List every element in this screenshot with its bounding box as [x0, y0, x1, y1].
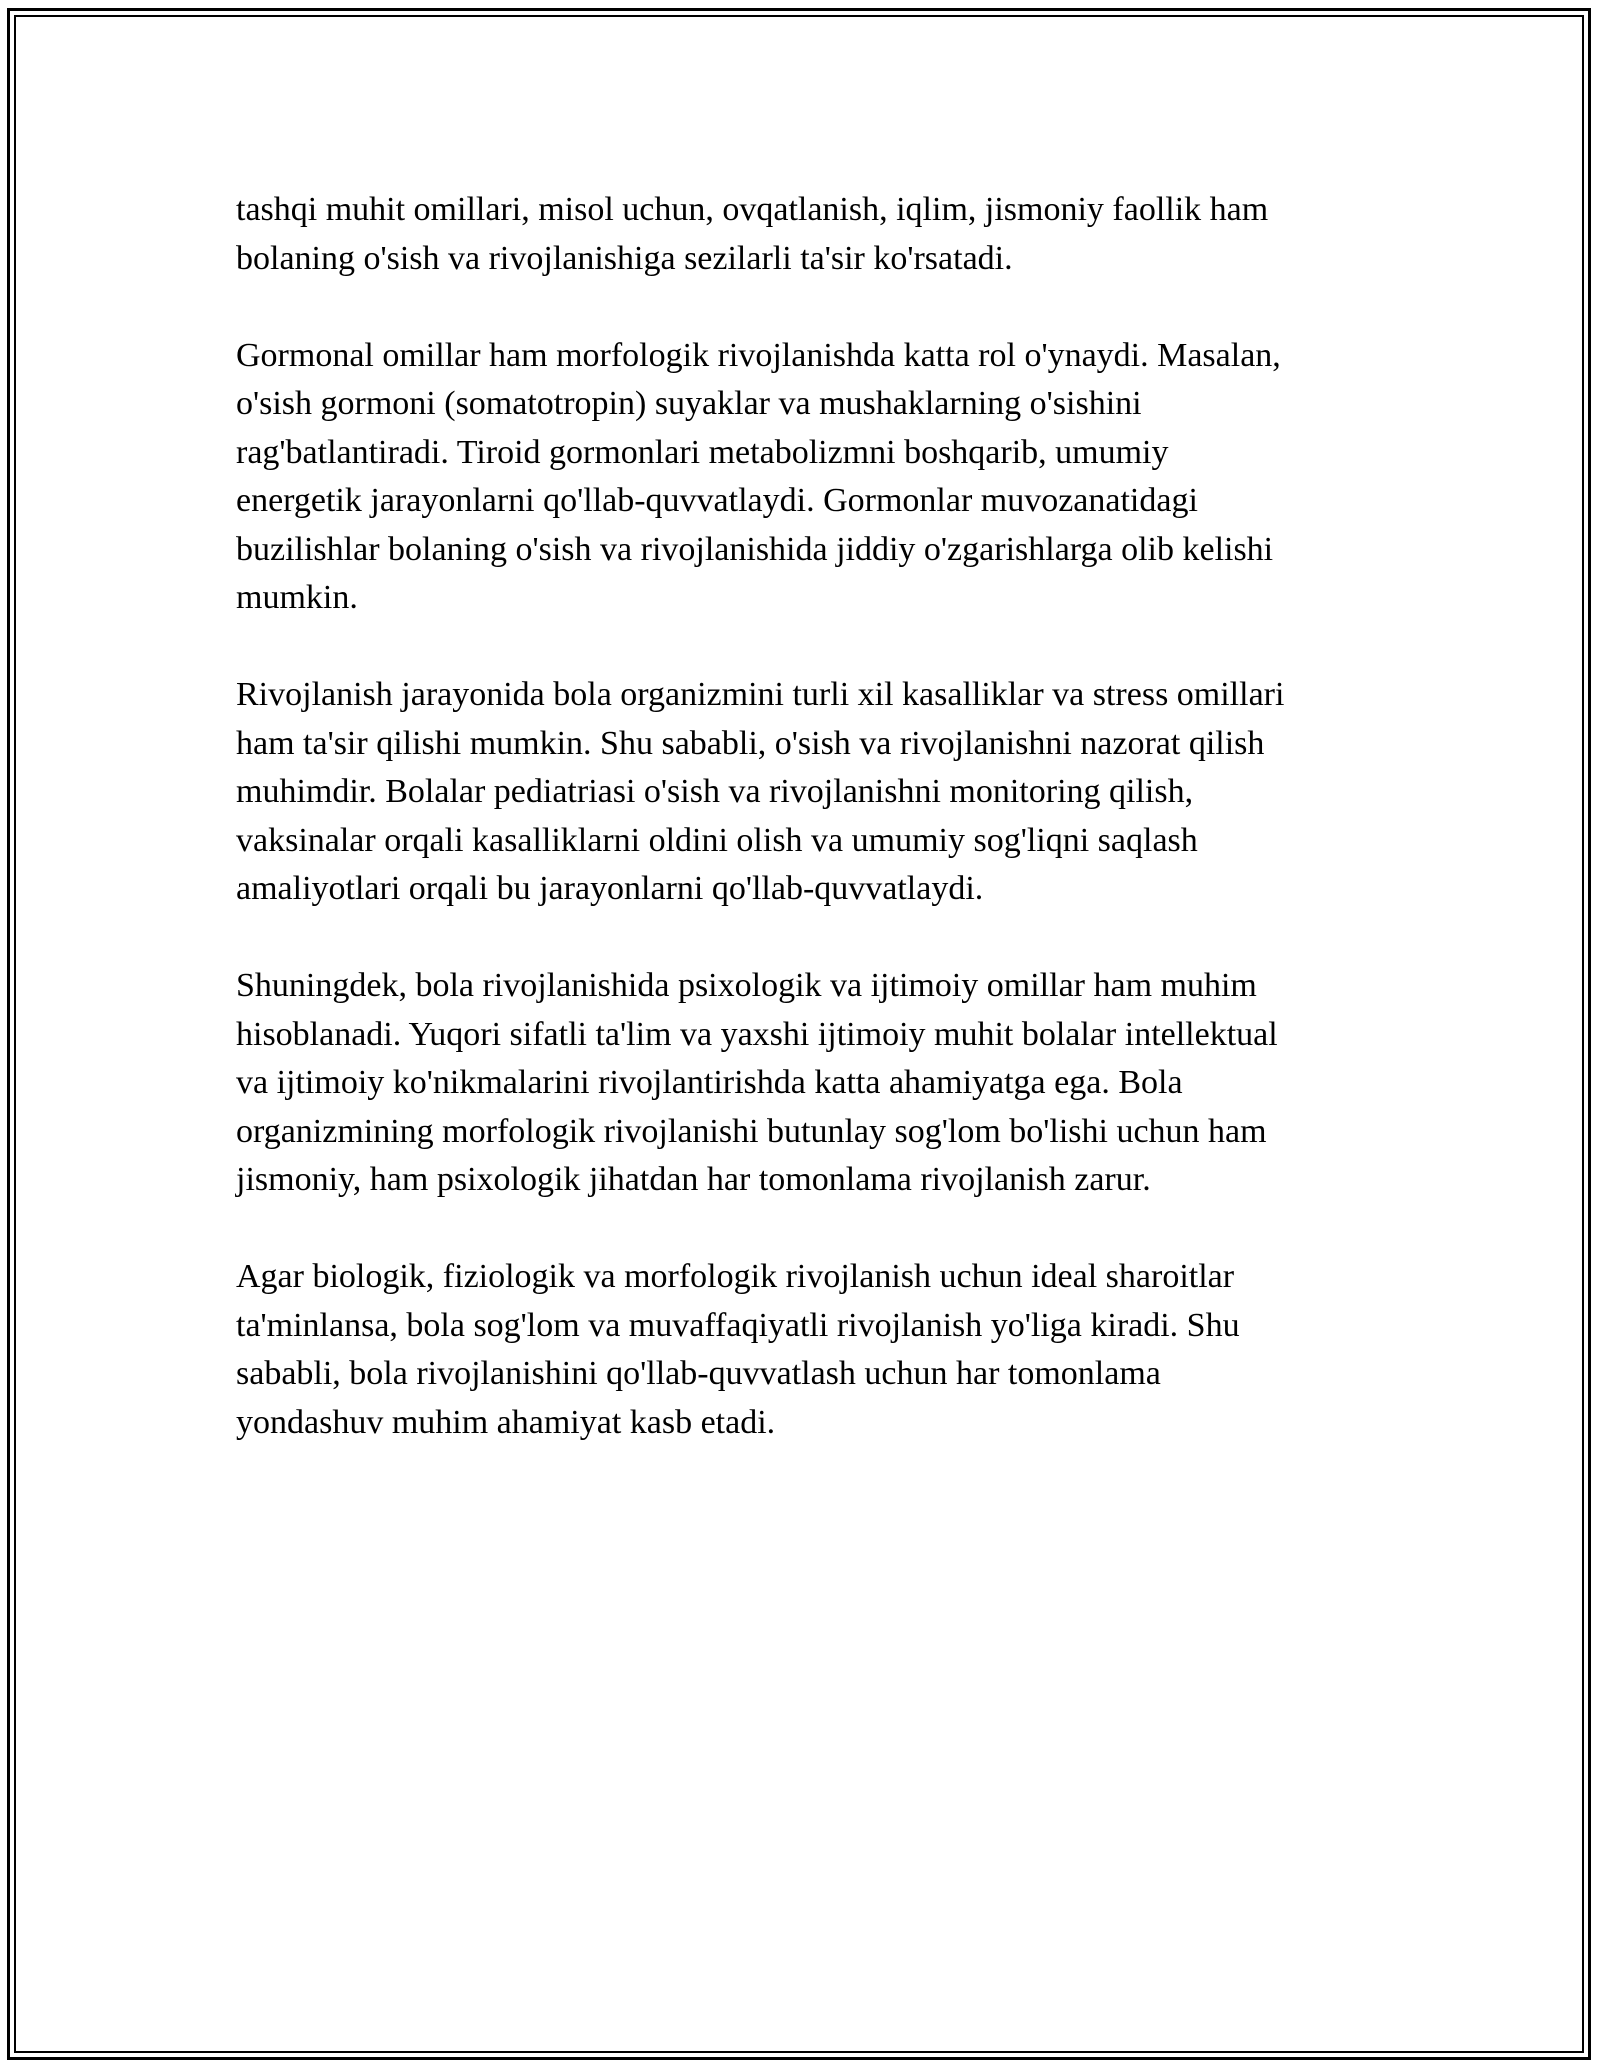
document-body	[236, 186, 1376, 1496]
paragraph: Agar biologik, fiziologik va morfologik rivojlanish uchun ideal sharoitlar ta'minlansa, bola sog'lom va muvaffaqiyatli rivojlanish yo'liga kiradi. Shu sababli, bola rivojlanishini qo'llab-quvvatlash uchun har tomonlama yondashuv muhim ahamiyat kasb etadi.	[236, 1258, 1240, 1441]
paragraph: Shuningdek, bola rivojlanishida psixologik va ijtimoiy omillar ham muhim hisoblanadi. Yuqori sifatli ta'lim va yaxshi ijtimoiy muhit bolalar intellektual va ijtimoiy ko'nikmalarini rivojlantirishda katta ahamiyatga ega. Bola organizmining morfologik rivojlanishi butunlay sog'lom bo'lishi uchun ham jismoniy, ham psixologik jihatdan har tomonlama rivojlanish zarur.	[236, 967, 1278, 1198]
paragraph: Gormonal omillar ham morfologik rivojlanishda katta rol o'ynaydi. Masalan, o'sish gormoni (somatotropin) suyaklar va mushaklarning o'sishini rag'batlantiradi. Tiroid gormonlari metabolizmni boshqarib, umumiy energetik jarayonlarni qo'llab-quvvatlaydi. Gormonlar muvozanatidagi buzilishlar bolaning o'sish va rivojlanishida jiddiy o'zgarishlarga olib kelishi mumkin.	[236, 336, 1281, 616]
paragraph: Rivojlanish jarayonida bola organizmini turli xil kasalliklar va stress omillari ham ta'sir qilishi mumkin. Shu sababli, o'sish va rivojlanishni nazorat qilish muhimdir. Bolalar pediatriasi o'sish va rivojlanishni monitoring qilish, vaksinalar orqali kasalliklarni oldini olish va umumiy sog'liqni saqlash amaliyotlari orqali bu jarayonlarni qo'llab-quvvatlaydi.	[236, 676, 1285, 907]
paragraph: tashqi muhit omillari, misol uchun, ovqatlanish, iqlim, jismoniy faollik ham bolaning o'sish va rivojlanishiga sezilarli ta'sir ko'rsatadi.	[236, 191, 1269, 277]
